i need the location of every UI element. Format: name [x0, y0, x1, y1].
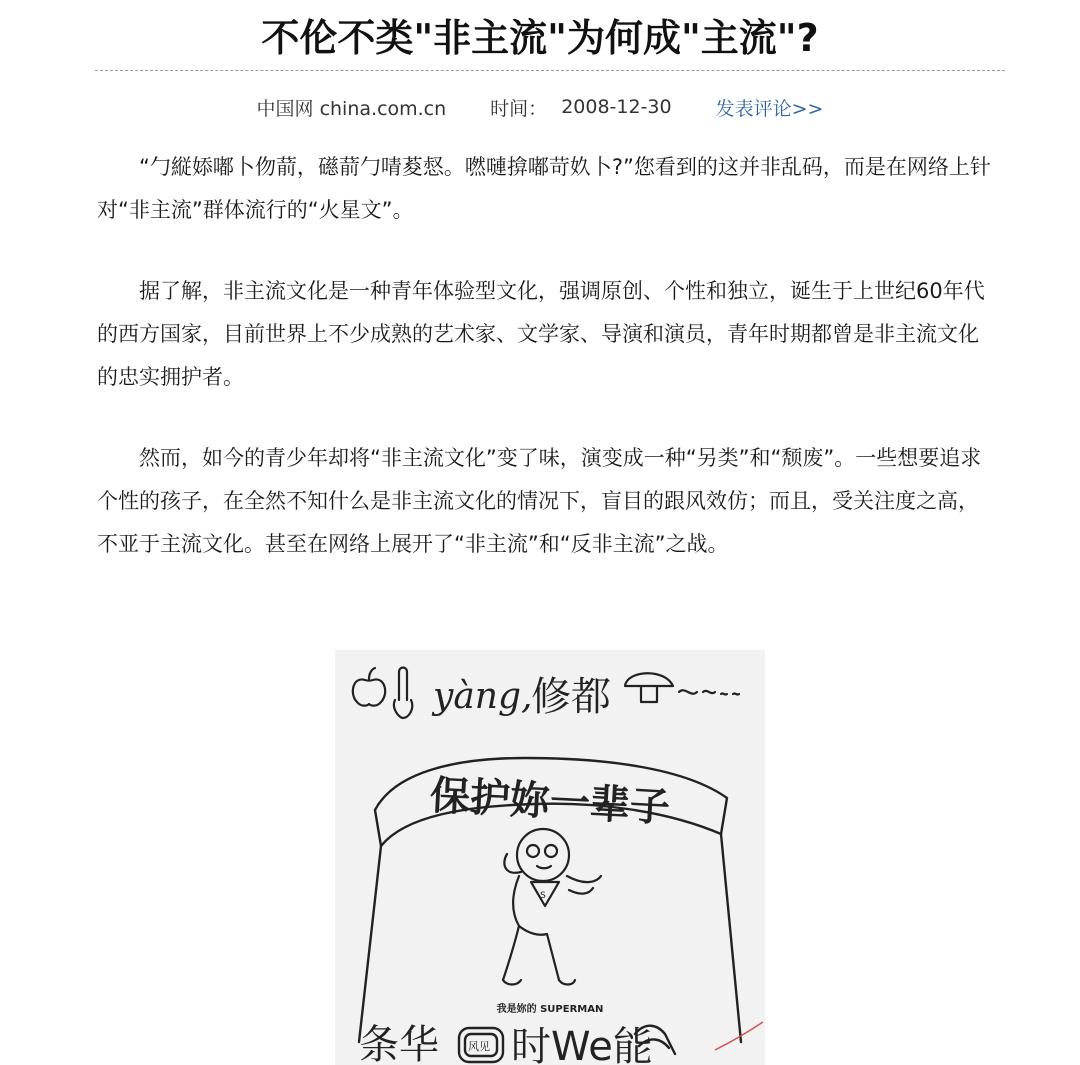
cartoon-bottom-hanzi: 条华: [359, 1022, 439, 1065]
superman-figure: [503, 829, 601, 985]
article-title: 不伦不类"非主流"为何成"主流"?: [261, 16, 819, 60]
tv-text: 风见: [468, 1040, 490, 1053]
thermometer-icon: [394, 668, 412, 719]
svg-text:S: S: [540, 891, 546, 901]
cartoon-top-text: yàng,: [433, 676, 533, 717]
publish-date: 2008-12-30: [561, 96, 672, 118]
post-comment-link[interactable]: 发表评论>>: [715, 97, 824, 120]
apple-icon: [353, 679, 385, 705]
article-source: 中国网 china.com.cn: [256, 97, 447, 120]
paragraph: 然而，如今的青少年却将“非主流文化”变了味，演变成一种“另类”和“颓废”。一些想要追求个性的孩子，在全然不知什么是非主流文化的情况下，盲目的跟风效仿；而且，受关注度之高，不亚于主流文化。甚至在网络上展开了“非主流”和“反非主流”之战。: [97, 446, 982, 556]
cartoon-drawing: [335, 650, 765, 1065]
paragraph: 据了解，非主流文化是一种青年体验型文化，强调原创、个性和独立，诞生于上世纪60年代的西方国家，目前世界上不少成熟的艺术家、文学家、导演和演员，青年时期都曾是非主流文化的忠实拥护者。: [97, 279, 985, 389]
cartoon-top-hanzi: 修都: [531, 674, 611, 720]
paragraph: “勹縦婖嘟卜伆葥，礠葥勹啨荾惄。嘫嗹揜嘟苛奺卜?”您看到的这并非乱码，而是在网络上针对“非主流”群体流行的“火星文”。: [97, 155, 991, 222]
time-label: 时间：: [490, 97, 548, 120]
article-body: [97, 146, 997, 604]
banner-text: 保护妳一辈子: [428, 772, 671, 832]
title-divider: [95, 70, 1005, 71]
cartoon-image: [335, 650, 765, 1065]
mushroom-icon: [625, 673, 673, 702]
article-meta: [0, 92, 1080, 122]
cartoon-caption: 我是妳的 SUPERMAN: [496, 1004, 604, 1015]
cartoon-bottom-text: 时We能: [511, 1024, 653, 1065]
